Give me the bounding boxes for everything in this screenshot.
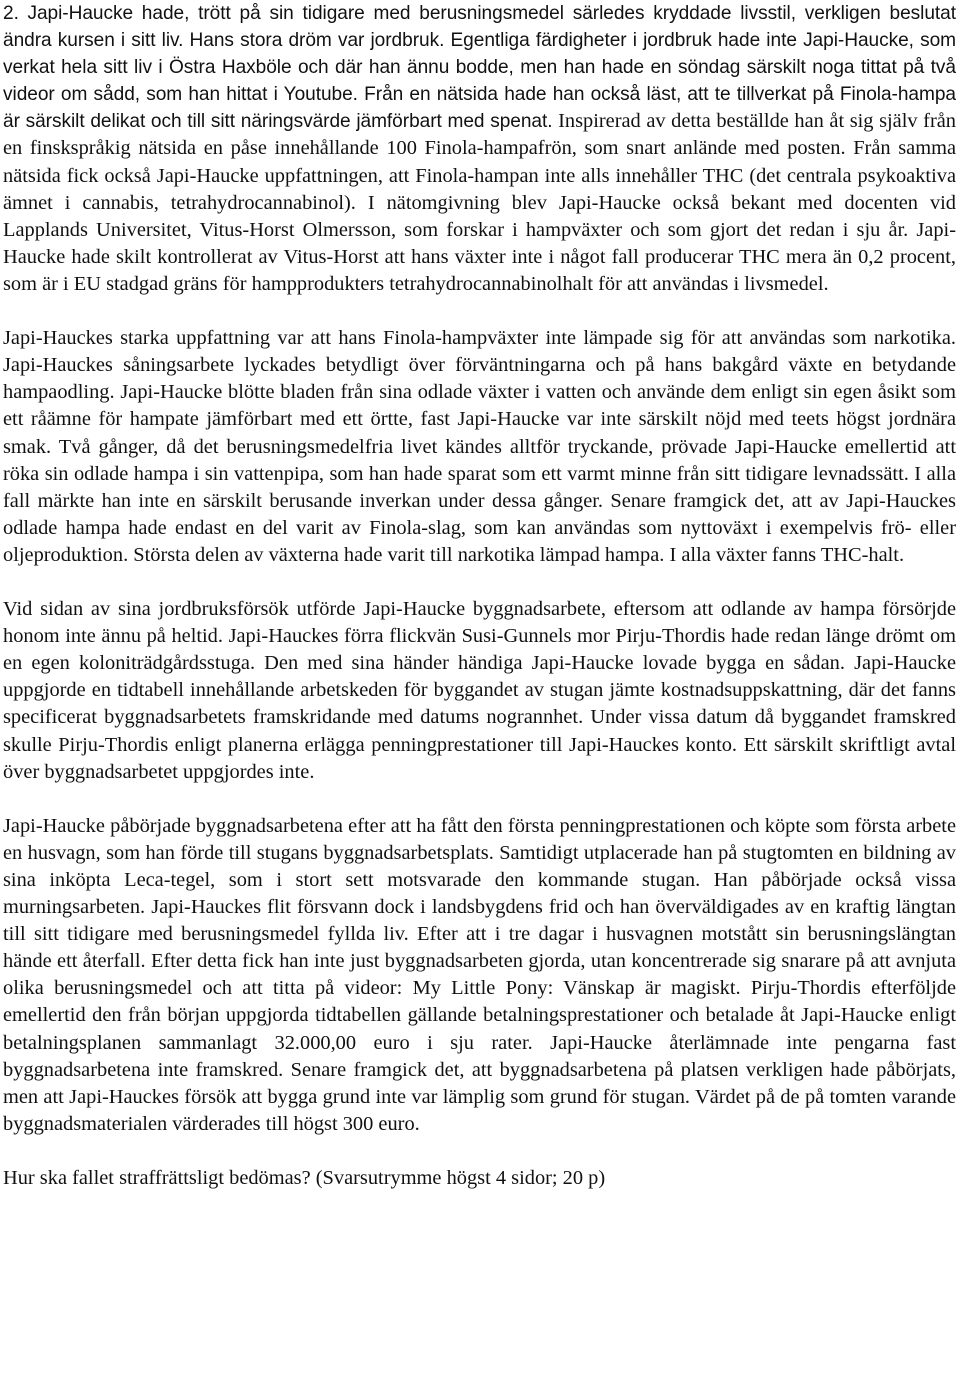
paragraph-3: Vid sidan av sina jordbruksförsök utförde Japi-Haucke byggnadsarbete, eftersom att odlande av hampa försörjde honom inte ännu på heltid. Japi-Hauckes förra flickvän Susi-Gunnels mor Pirju-Thordis hade redan länge drömt om en egen koloniträdgårdsstuga. Den med sina händer händiga Japi-Haucke lovade bygga en sådan. Japi-Haucke uppgjorde en tidtabell innehållande arbetskeden för byggandet av stugan jämte kostnadsuppskattning, där det fanns specificerat byggnadsarbetets framskridande med datums nogrannhet. Under vissa datum då byggandet framskred skulle Pirju-Thordis enligt planerna erlägga penningprestationer till Japi-Hauckes konto. Ett särskilt skriftligt avtal över byggnadsarbetet uppgjordes inte. xyxy=(3,598,956,783)
question-number: 2. xyxy=(3,3,19,24)
document-page xyxy=(3,0,956,1373)
paragraph-1-lead-text: Japi-Haucke hade, trött på sin tidigare med berusningsmedel särledes kryddade livsstil, verkligen beslutat ändra kursen i sitt liv. Hans stora dröm var jordbruk. Egentliga färdigheter i jordbruk hade inte Japi-Haucke, som verkat hela sitt liv i Östra Haxböle och där han ännu bodde, men han hade en söndag särskilt noga tittat på två videor om sådd, som han hittat i Youtube. Från en nätsida hade han också läst, att te tillverkat på Finola-hampa är särskilt delikat och till sitt näringsvärde jämförbart med spenat. xyxy=(3,3,956,133)
paragraph-2: Japi-Hauckes starka uppfattning var att hans Finola-hampväxter inte lämpade sig för att användas som narkotika. Japi-Hauckes såningsarbete lyckades betydligt över förväntningarna och på hans bakgård växte en betydande hampaodling. Japi-Haucke blötte bladen från sina odlade växter i vatten och använde dem enligt sin egen åsikt som ett råämne för hampate jämförbart med ett örtte, fast Japi-Haucke var inte särskilt nöjd med teets högst jordnära smak. Två gånger, då det berusningsmedelfria livet kändes alltför tryckande, prövade Japi-Haucke emellertid att röka sin odlade hampa i sin vattenpipa, som han hade sparat som ett varmt minne från sitt tidigare levnadssätt. I alla fall märkte han inte en särskilt berusande inverkan under dessa gånger. Senare framgick det, att av Japi-Hauckes odlade hampa hade endast en del varit av Finola-slag, som kan användas som nyttoväxt i exempelvis frö- eller oljeproduktion. Största delen av växterna hade varit till narkotika lämpad hampa. I alla växter fanns THC-halt. xyxy=(3,327,956,566)
paragraph-1 xyxy=(3,0,956,298)
paragraph-1-text: Inspirerad av detta beställde han åt sig själv från en finskspråkig nätsida en påse innehållande 100 Finola-hampafrön, som snart anlände med posten. Från samma nätsida fick också Japi-Haucke uppfattningen, att Finola-hampan inte alls innehåller THC (det centrala psykoaktiva ämnet i cannabis, tetrahydrocannabinol). I nätomgivning blev Japi-Haucke också bekant med docenten vid Lapplands Universitet, Vitus-Horst Olmersson, som forskar i hampväxter och som gjort det redan i sju år. Japi-Haucke hade skilt kontrollerat av Vitus-Horst att hans växter inte i något fall producerar THC mera än 0,2 procent, som är i EU stadgad gräns för hampprodukters tetrahydrocannabinolhalt för att användas i livsmedel. xyxy=(3,110,956,295)
paragraph-4: Japi-Haucke påbörjade byggnadsarbetena efter att ha fått den första penningprestationen och köpte som första arbete en husvagn, som han förde till stugans byggnadsarbetsplats. Samtidigt utplacerade han på stugtomten en bildning av sina inköpta Leca-tegel, som i stort sett motsvarade den kommande stugan. Han påbörjade också vissa murningsarbeten. Japi-Hauckes flit försvann dock i landsbygdens frid och han överväldigades av en kraftig längtan till sitt tidigare med berusningsmedel fyllda liv. Efter att i tre dagar i husvagnen motstått sin berusningslängtan hände ett återfall. Efter detta fick han inte just byggnadsarbeten gjorda, utan koncentrerade sig snarare på att avnjuta olika berusningsmedel och att titta på videor: My Little Pony: Vänskap är magiskt. Pirju-Thordis efterföljde emellertid den från början uppgjorda tidtabellen gällande betalningsprestationer och betalade åt Japi-Haucke enligt betalningsplanen sammanlagt 32.000,00 euro i sju rater. Japi-Haucke återlämnade inte pengarna fast byggnadsarbetena inte framskred. Senare framgick det, att byggnadsarbetena på platsen verkligen hade påbörjats, men att Japi-Hauckes försök att bygga grund inte var lämplig som grund för stugan. Värdet på de på tomten varande byggnadsmaterialen värderades till högst 300 euro. xyxy=(3,814,956,1135)
assignment-question: Hur ska fallet straffrättsligt bedömas? (Svarsutrymme högst 4 sidor; 20 p) xyxy=(3,1167,606,1190)
